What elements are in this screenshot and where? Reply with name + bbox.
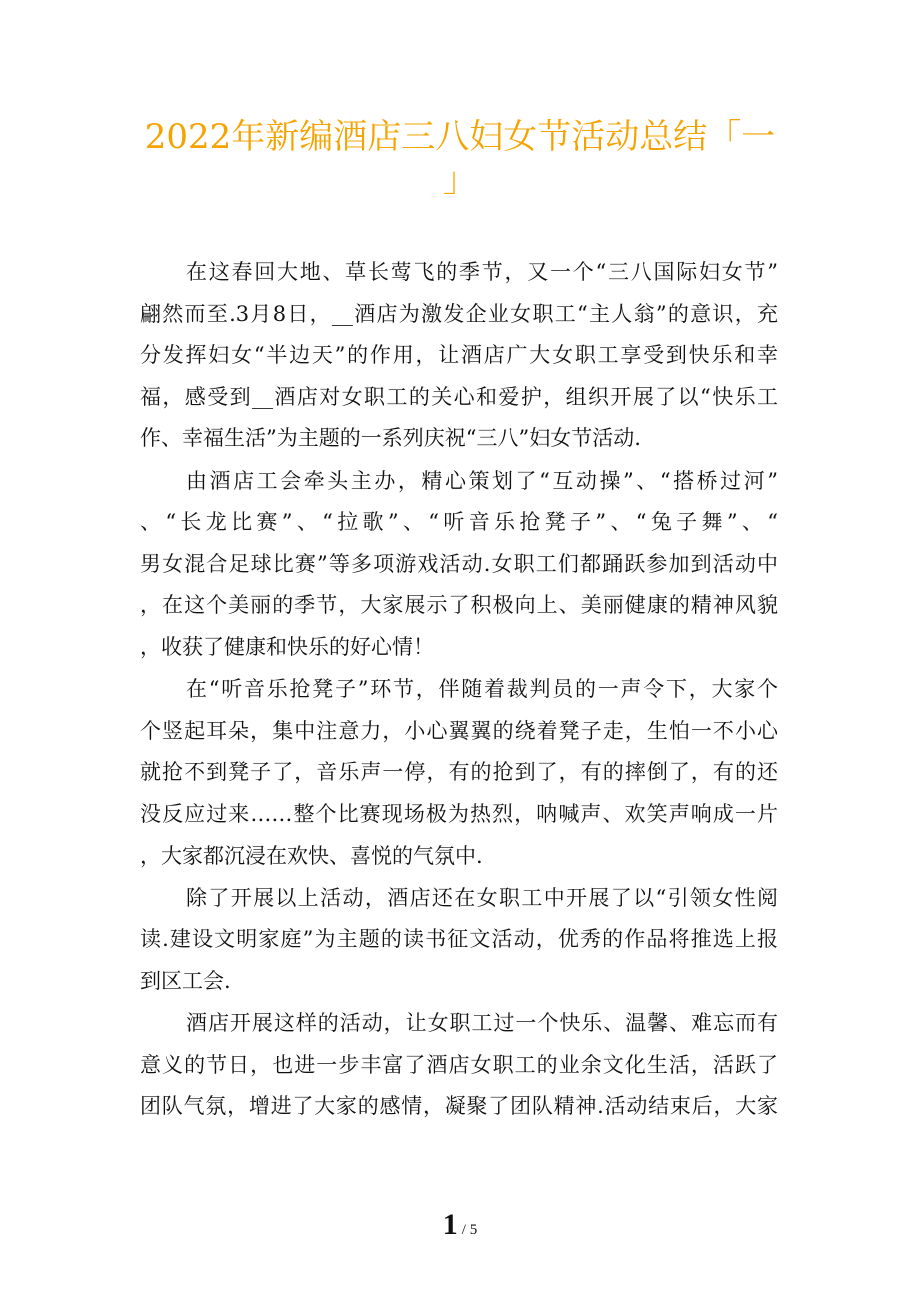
paragraph [140,461,778,669]
text-line: 分发挥妇女“半边天”的作用，让酒店广大女职工享受到快乐和幸 [140,343,778,368]
text-line: 福，感受到__酒店对女职工的关心和爱护，组织开展了以“快乐工 [140,384,778,409]
document-body [140,252,778,1128]
text-line: 、“长龙比赛”、“拉歌”、“听音乐抢凳子”、“兔子舞”、“ [140,510,778,535]
text-line: 就抢不到凳子了，音乐声一停，有的抢到了，有的摔倒了，有的还 [140,760,778,785]
text-line: 读.建设文明家庭”为主题的读书征文活动，优秀的作品将推选上报 [140,927,778,952]
text-line: 没反应过来……整个比赛现场极为热烈，呐喊声、欢笑声响成一片 [140,801,778,826]
text-line: ，收获了健康和快乐的好心情！ [140,634,434,659]
text-line: ，在这个美丽的季节，大家展示了积极向上、美丽健康的精神风貌 [140,593,778,618]
document-title [130,116,790,202]
text-line: 酒店开展这样的活动，让女职工过一个快乐、温馨、难忘而有 [186,1011,778,1036]
text-line: 到区工会. [140,968,231,993]
title-line: 2022年新编酒店三八妇女节活动总结「一 [144,117,776,157]
text-line: 男女混合足球比赛”等多项游戏活动.女职工们都踊跃参加到活动中 [140,551,778,576]
text-line: 在“听音乐抢凳子”环节，伴随着裁判员的一声令下，大家个 [186,677,778,702]
current-page: 1 [442,1208,458,1241]
text-line: 翩然而至.3月8日，__酒店为激发企业女职工“主人翁”的意识，充 [140,301,778,326]
paragraph [140,878,778,1003]
page-number [0,1208,920,1242]
text-line: 由酒店工会牵头主办，精心策划了“互动操”、“搭桥过河” [186,468,778,493]
text-line: 团队气氛，增进了大家的感情，凝聚了团队精神.活动结束后，大家 [140,1094,778,1119]
title-line: 」 [443,160,477,200]
text-line: 意义的节日，也进一步丰富了酒店女职工的业余文化生活，活跃了 [140,1052,778,1077]
text-line: 作、幸福生活”为主题的一系列庆祝“三八”妇女节活动. [140,426,641,451]
text-line: 个竖起耳朵，集中注意力，小心翼翼的绕着凳子走，生怕一不小心 [140,718,778,743]
paragraph [140,252,778,460]
text-line: 在这春回大地、草长莺飞的季节，又一个“三八国际妇女节” [186,260,778,284]
total-pages: / 5 [461,1222,478,1238]
text-line: 除了开展以上活动，酒店还在女职工中开展了以“引领女性阅 [186,885,778,910]
paragraph [140,1003,778,1128]
text-line: ，大家都沉浸在欢快、喜悦的气氛中. [140,843,483,868]
paragraph [140,669,778,877]
